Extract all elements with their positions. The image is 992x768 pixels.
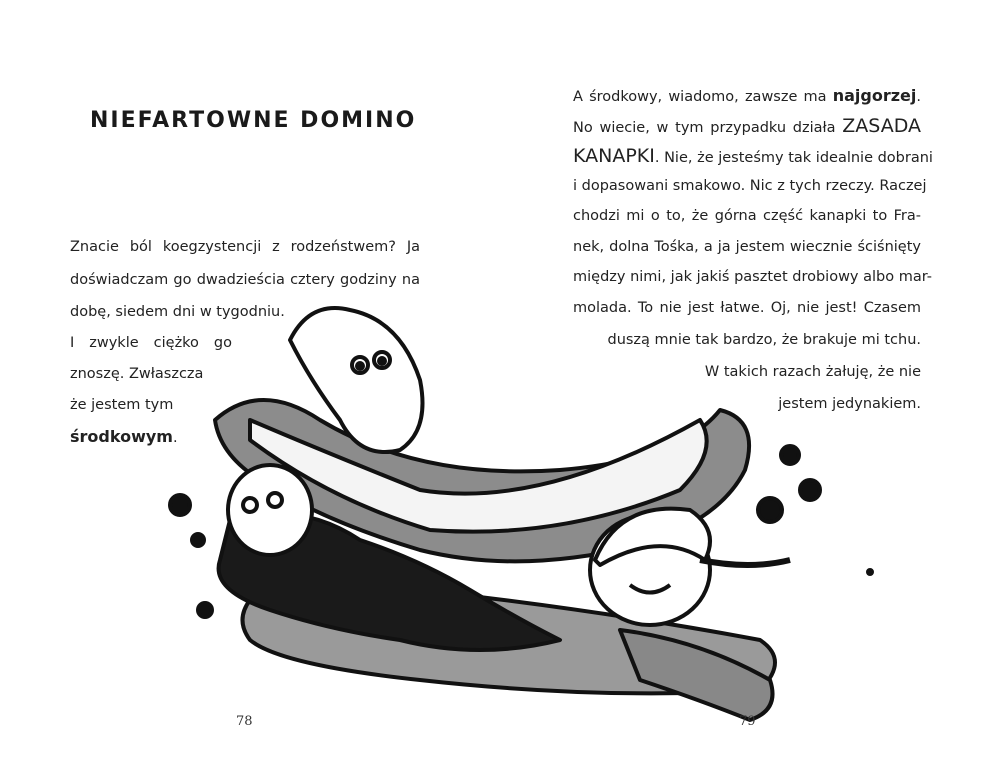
text-line: nek, dolna Tośka, a ja jestem wiecznie ściśnięty xyxy=(573,239,921,255)
text-line: że jestem tym xyxy=(70,397,174,413)
chapter-title: NIEFARTOWNE DOMINO xyxy=(90,108,417,133)
text-line xyxy=(573,116,921,138)
text-line: doświadczam go dwadzieścia cztery godziny na xyxy=(70,272,420,288)
text-line: chodzi mi o to, że górna część kanapki to Fra- xyxy=(573,208,921,224)
text-line: I zwykle ciężko go xyxy=(70,335,232,351)
text-line: znoszę. Zwłaszcza xyxy=(70,366,204,382)
middle-boy-head xyxy=(228,465,312,555)
text-fragment: . Nie, że jesteśmy tak idealnie dobrani xyxy=(654,150,933,166)
text-line: W takich razach żałuję, że nie xyxy=(704,364,921,380)
emphasis-word: środkowym xyxy=(70,427,173,446)
text-line xyxy=(70,427,178,448)
page-number-left: 78 xyxy=(236,714,253,729)
page-number-right: 79 xyxy=(739,714,756,729)
text-line: Znacie ból koegzystencji z rodzeństwem? Ja xyxy=(70,239,420,255)
text-line: jestem jedynakiem. xyxy=(778,396,921,412)
text-fragment: . xyxy=(916,89,921,105)
emphasis-caps: ZASADA xyxy=(842,115,921,137)
text-line: między nimi, jak jakiś pasztet drobiowy albo mar- xyxy=(573,269,932,285)
text-line: dobę, siedem dni w tygodniu. xyxy=(70,304,285,320)
emphasis-word: najgorzej xyxy=(832,86,917,105)
emphasis-caps: KANAPKI xyxy=(573,145,655,167)
text-fragment: No wiecie, w tym przypadku działa xyxy=(573,120,843,136)
text-fragment: . xyxy=(172,430,178,446)
text-line: molada. To nie jest łatwe. Oj, nie jest! Czasem xyxy=(573,300,921,316)
text-line: duszą mnie tak bardzo, że brakuje mi tchu. xyxy=(607,332,921,348)
text-line xyxy=(573,145,933,168)
text-line xyxy=(573,86,921,107)
text-fragment: A środkowy, wiadomo, zawsze ma xyxy=(573,89,833,105)
text-line: i dopasowani smakowo. Nic z tych rzeczy. Raczej xyxy=(573,178,927,194)
